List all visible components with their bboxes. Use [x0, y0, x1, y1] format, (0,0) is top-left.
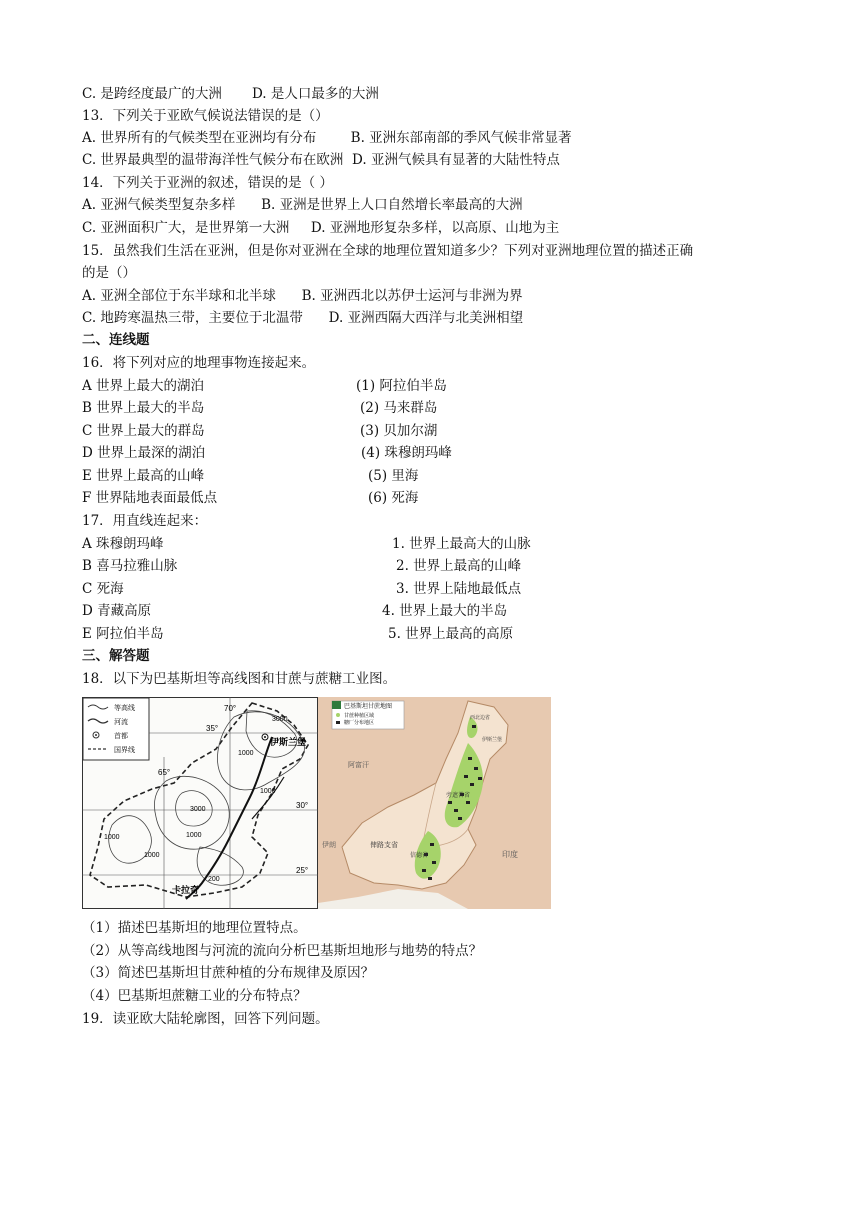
- legend-factory-label: 糖厂分布地区: [344, 720, 375, 726]
- q17-left-e: E 阿拉伯半岛: [82, 626, 164, 642]
- label-elev-1000-c: 1000: [186, 832, 202, 839]
- q18-sub3: （3）简述巴基斯坦甘蔗种植的分布规律及原因？: [82, 965, 375, 981]
- label-elev-3000-a: 3000: [272, 716, 288, 723]
- q14-stem: 14．下列关于亚洲的叙述，错误的是（ ）: [82, 175, 333, 191]
- q12-options-cd: C. 是跨经度最广的大洲 D. 是人口最多的大洲: [82, 86, 379, 102]
- label-elev-3000-b: 3000: [190, 806, 206, 813]
- label-islamabad: 伊斯兰堡: [270, 737, 307, 747]
- label-elev-1000-b: 1000: [260, 788, 276, 795]
- q17-stem: 17．用直线连起来：: [82, 513, 208, 529]
- q17-right-1: 1. 世界上最高大的山脉: [392, 536, 531, 552]
- q16-right-2: (2) 马来群岛: [360, 400, 438, 416]
- label-iran: 伊朗: [322, 842, 336, 849]
- q16-right-5: (5) 里海: [368, 468, 419, 484]
- legend-contour-label: 等高线: [114, 705, 135, 712]
- label-35: 35°: [206, 724, 219, 733]
- label-islamabad-2: 伊斯兰堡: [482, 737, 503, 743]
- q17-left-c: C 死海: [82, 581, 124, 597]
- label-elev-200: 200: [208, 876, 220, 883]
- label-70: 70°: [224, 704, 237, 713]
- q17-left-a: A 珠穆朗玛峰: [82, 536, 164, 552]
- label-northwest: 西北边省: [470, 715, 491, 721]
- q16-right-3: (3) 贝加尔湖: [360, 423, 438, 439]
- q15-stem-2: 的是（）: [82, 265, 136, 281]
- q18-sub4: （4）巴基斯坦蔗糖工业的分布特点？: [82, 988, 307, 1004]
- q15-stem-1: 15．虽然我们生活在亚洲，但是你对亚洲在全球的地理位置知道多少？下列对亚洲地理位置的描述正确: [82, 243, 694, 259]
- legend-river-label: 河流: [114, 719, 128, 726]
- label-elev-1000-d: 1000: [104, 834, 120, 841]
- q15-options-cd: C. 地跨寒温热三带，主要位于北温带 D. 亚洲西隔大西洋与北美洲相望: [82, 310, 524, 326]
- q18-sub1: （1）描述巴基斯坦的地理位置特点。: [82, 920, 307, 936]
- legend-capital-label: 首都: [114, 733, 128, 740]
- q17-left-d: D 青藏高原: [82, 603, 152, 619]
- q16-left-c: C 世界上最大的群岛: [82, 423, 205, 439]
- label-balochistan: 俾路支省: [370, 842, 398, 849]
- legend-cane-symbol: [336, 713, 340, 717]
- legend-factory-symbol: [336, 721, 340, 724]
- q16-right-1: (1) 阿拉伯半岛: [356, 378, 447, 394]
- q13-options-cd: C. 世界最典型的温带海洋性气候分布在欧洲 D. 亚洲气候具有显著的大陆性特点: [82, 152, 560, 168]
- label-30: 30°: [296, 801, 309, 810]
- q18-stem: 18．以下为巴基斯坦等高线图和甘蔗与蔗糖工业图。: [82, 671, 397, 687]
- q17-right-5: 5. 世界上最高的高原: [388, 626, 514, 642]
- q16-left-f: F 世界陆地表面最低点: [82, 490, 218, 506]
- label-afghanistan: 阿富汗: [348, 762, 369, 769]
- q17-left-b: B 喜马拉雅山脉: [82, 558, 178, 574]
- pakistan-sugarcane-map: [318, 697, 551, 909]
- q16-left-e: E 世界上最高的山峰: [82, 468, 205, 484]
- q13-stem: 13．下列关于亚欧气候说法错误的是（）: [82, 108, 329, 124]
- q17-right-3: 3. 世界上陆地最低点: [396, 581, 522, 597]
- label-65: 65°: [158, 768, 171, 777]
- label-punjab: 旁遮普省: [446, 793, 471, 799]
- q15-options-ab: A. 亚洲全部位于东半球和北半球 B. 亚洲西北以苏伊士运河与非洲为界: [82, 288, 523, 304]
- legend-border-label: 国界线: [114, 747, 135, 754]
- q16-left-a: A 世界上最大的湖泊: [82, 378, 205, 394]
- q16-right-4: (4) 珠穆朗玛峰: [361, 445, 452, 461]
- cane-map-title: 巴基斯坦甘蔗地图: [344, 704, 393, 710]
- pakistan-flag-icon: [332, 701, 341, 709]
- label-sindh: 信德省: [410, 853, 429, 859]
- q16-left-b: B 世界上最大的半岛: [82, 400, 205, 416]
- q16-left-d: D 世界上最深的湖泊: [82, 445, 206, 461]
- q19-stem: 19．读亚欧大陆轮廓图，回答下列问题。: [82, 1011, 329, 1027]
- q14-options-ab: A. 亚洲气候类型复杂多样 B. 亚洲是世界上人口自然增长率最高的大洲: [82, 197, 523, 213]
- label-karachi: 卡拉奇: [172, 885, 200, 895]
- q16-right-6: (6) 死海: [368, 490, 419, 506]
- pakistan-contour-map: [82, 697, 318, 909]
- q16-stem: 16．将下列对应的地理事物连接起来。: [82, 355, 316, 371]
- q17-right-2: 2. 世界上最高的山峰: [396, 558, 522, 574]
- q14-options-cd: C. 亚洲面积广大，是世界第一大洲 D. 亚洲地形复杂多样，以高原、山地为主: [82, 220, 560, 236]
- legend-cane-label: 甘蔗种植区域: [344, 713, 375, 719]
- q13-options-ab: A. 世界所有的气候类型在亚洲均有分布 B. 亚洲东部南部的季风气候非常显著: [82, 130, 572, 146]
- q17-right-4: 4. 世界上最大的半岛: [382, 603, 508, 619]
- section-answer-heading: 三、解答题: [82, 648, 150, 664]
- label-25: 25°: [296, 866, 309, 875]
- q18-sub2: （2）从等高线地图与河流的流向分析巴基斯坦地形与地势的特点？: [82, 943, 483, 959]
- label-elev-1000-e: 1000: [144, 852, 160, 859]
- section-matching-heading: 二、连线题: [82, 332, 150, 348]
- label-elev-1000-a: 1000: [238, 750, 254, 757]
- label-india: 印度: [502, 850, 518, 859]
